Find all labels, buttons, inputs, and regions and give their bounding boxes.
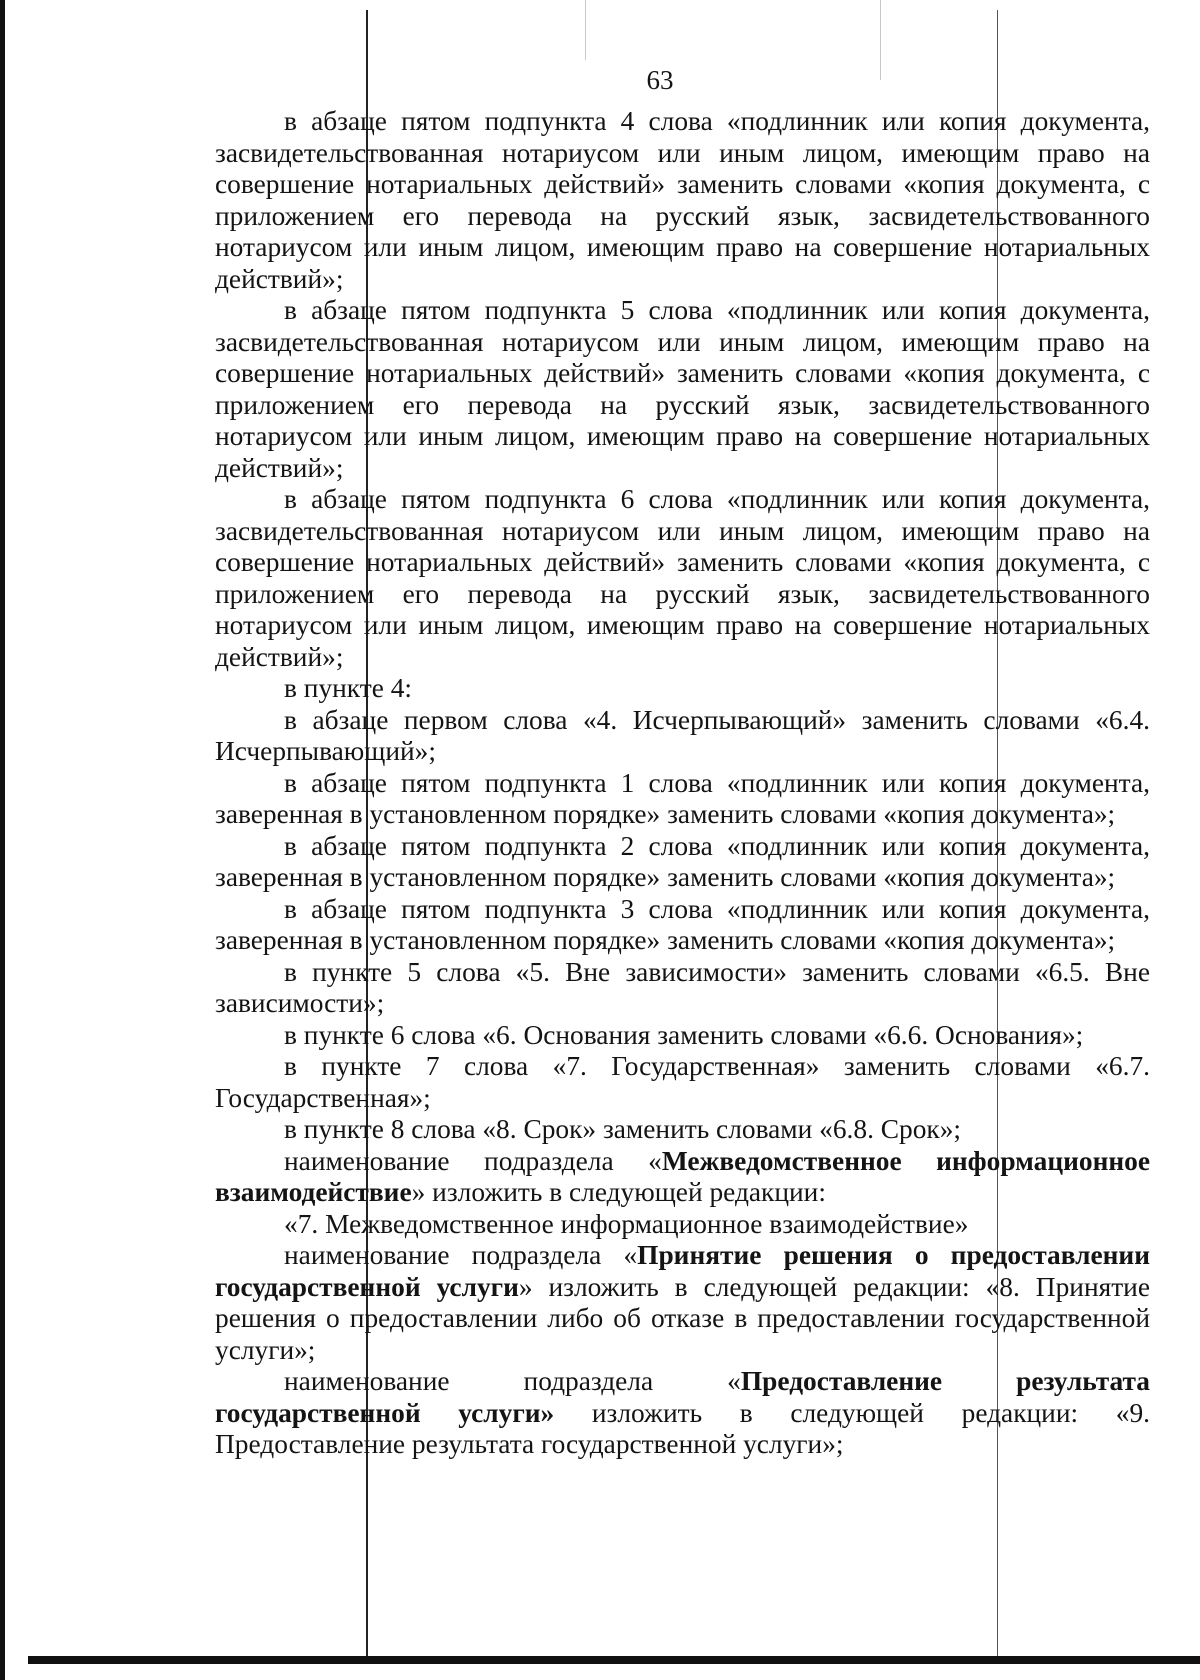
paragraph: в абзаце первом слова «4. Исчерпывающий» заменить словами «6.4. Исчерпывающий»; [215, 704, 1150, 766]
paragraph: в абзаце пятом подпункта 1 слова «подлинник или копия документа, заверенная в установленном порядке» заменить словами «копия документа»; [215, 767, 1150, 829]
document-body [215, 106, 1150, 1461]
paragraph: в пункте 8 слова «8. Срок» заменить словами «6.8. Срок»; [284, 1114, 962, 1144]
scan-bottom-edge [28, 1656, 1200, 1664]
paragraph: в абзаце пятом подпункта 3 слова «подлинник или копия документа, заверенная в установленном порядке» заменить словами «копия документа»; [215, 893, 1150, 955]
scan-faint-line [585, 0, 586, 60]
page-number: 63 [646, 65, 674, 95]
paragraph: в абзаце пятом подпункта 2 слова «подлинник или копия документа, заверенная в установленном порядке» заменить словами «копия документа»; [215, 830, 1150, 892]
paragraph: наименование подраздела «Принятие решения о предоставлении государственной услуги» изложить в следующей редакции: «8. Принятие решения о предоставлении либо об отказе в предоставлении государственной услуги»; [215, 1240, 1150, 1365]
paragraph: в пункте 7 слова «7. Государственная» заменить словами «6.7. Государственная»; [215, 1051, 1150, 1113]
paragraph: в абзаце пятом подпункта 6 слова «подлинник или копия документа, засвидетельствованная нотариусом или иным лицом, имеющим право на совершение нотариальных действий» заменить словами «копия документа, с приложением его перевода на русский язык, засвидетельствованного нотариусом или иным лицом, имеющим право на совершение нотариальных действий»; [215, 484, 1150, 672]
paragraph: в пункте 5 слова «5. Вне зависимости» заменить словами «6.5. Вне зависимости»; [215, 956, 1150, 1018]
paragraph: наименование подраздела «Межведомственное информационное взаимодействие» изложить в следующей редакции: [215, 1145, 1150, 1207]
paragraph: в абзаце пятом подпункта 5 слова «подлинник или копия документа, засвидетельствованная нотариусом или иным лицом, имеющим право на совершение нотариальных действий» заменить словами «копия документа, с приложением его перевода на русский язык, засвидетельствованного нотариусом или иным лицом, имеющим право на совершение нотариальных действий»; [215, 295, 1150, 483]
paragraph: наименование подраздела «Предоставление результата государственной услуги» изложить в следующей редакции: «9. Предоставление результата государственной услуги»; [215, 1366, 1150, 1459]
scan-left-edge [0, 0, 5, 1680]
paragraph: «7. Межведомственное информационное взаимодействие» [284, 1208, 969, 1239]
paragraph: в пункте 6 слова «6. Основания заменить словами «6.6. Основания»; [284, 1019, 1084, 1050]
paragraph: в пункте 4: [284, 673, 413, 703]
paragraph: в абзаце пятом подпункта 4 слова «подлинник или копия документа, засвидетельствованная нотариусом или иным лицом, имеющим право на совершение нотариальных действий» заменить словами «копия документа, с приложением его перевода на русский язык, засвидетельствованного нотариусом или иным лицом, имеющим право на совершение нотариальных действий»; [215, 106, 1150, 294]
